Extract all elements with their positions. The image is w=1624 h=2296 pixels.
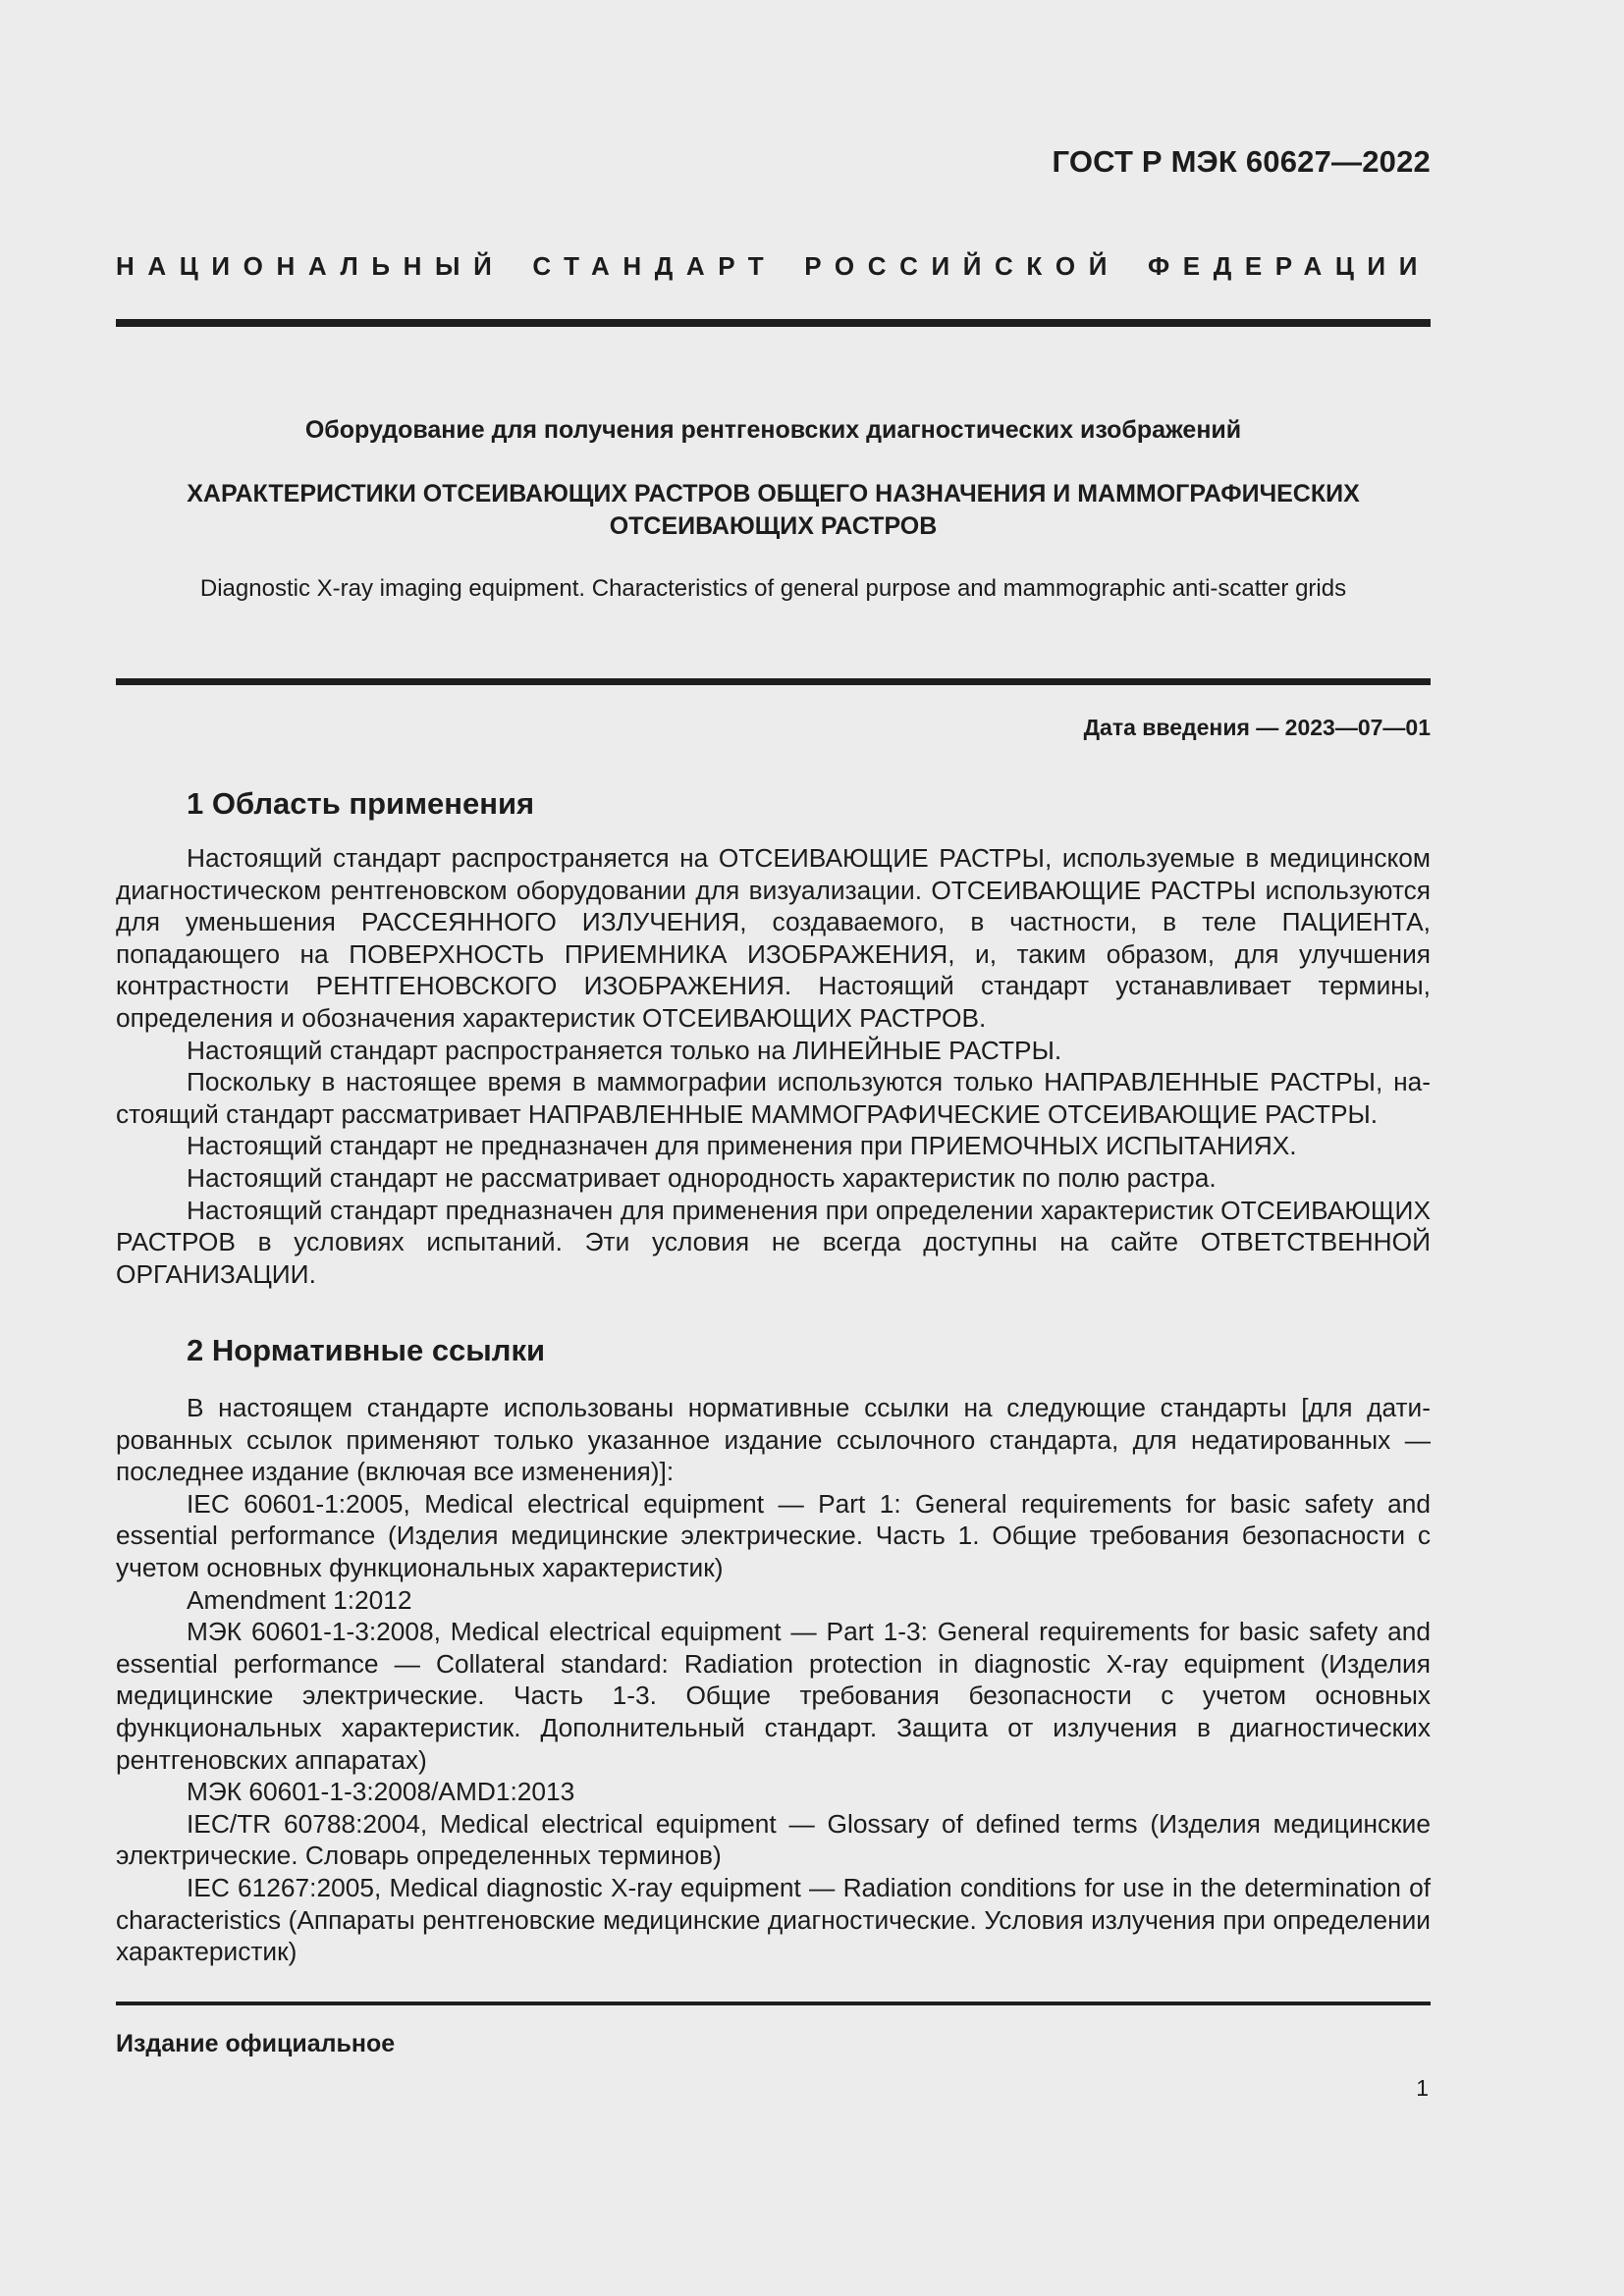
section-2-body <box>116 1392 1431 1968</box>
subtitle-line: ОТСЕИВАЮЩИХ РАСТРОВ <box>609 512 938 540</box>
banner-word: СТАНДАРТ <box>532 251 778 281</box>
reference-item: Amendment 1:2012 <box>187 1584 412 1615</box>
paragraph: Настоящий стандарт распространяется на ОТСЕИВАЮЩИЕ РАСТРЫ, используемые в медицинском диагностическом рентгеновском оборудовании для визуализации. ОТСЕИВАЮЩИЕ РАСТРЫ используются для уменьшения РАССЕЯННОГО ИЗЛУЧЕНИЯ, создаваемого, в частности, в теле ПАЦИЕНТА, попадающего на ПОВЕРХНОСТЬ ПРИЕМНИКА ИЗОБРАЖЕНИЯ, и, таким образом, для улучшения контрастности РЕНТГЕНОВСКОГО ИЗОБРАЖЕНИЯ. Настоящий стандарт устанавливает термины, определения и обозначения характеристик ОТСЕИВАЮЩИХ РАСТРОВ. <box>116 843 1431 1033</box>
title-divider <box>116 678 1431 685</box>
introduction-date: Дата введения — 2023—07—01 <box>1083 715 1431 740</box>
page-number: 1 <box>1416 2075 1429 2101</box>
english-title: Diagnostic X-ray imaging equipment. Characteristics of general purpose and mammographic anti-scatter grids <box>199 575 1347 602</box>
document-title: Оборудование для получения рентгеновских диагностических изображений <box>304 416 1242 444</box>
banner-word: ФЕДЕРАЦИИ <box>1148 251 1431 281</box>
paragraph: Настоящий стандарт не рассматривает однородность характеристик по полю растра. <box>187 1162 1217 1193</box>
top-divider <box>116 319 1431 327</box>
banner-word: РОССИЙСКОЙ <box>804 251 1120 281</box>
paragraph: Настоящий стандарт предназначен для применения при определении характеристик ОТСЕИВАЮЩИХ РАСТРОВ в условиях испытаний. Эти условия не всегда доступны на сайте ОТВЕТСТВЕННОЙ ОРГАНИЗАЦИИ. <box>116 1195 1431 1289</box>
reference-item: IEC 61267:2005, Medical diagnostic X-ray equipment — Radiation conditions for use in the determination of characteristics (Аппараты рентгеновские медицинские диагностические. Условия излучения при определении характеристик) <box>116 1872 1431 1967</box>
section-1-body <box>116 842 1431 1290</box>
reference-item: IEC/TR 60788:2004, Medical electrical equipment — Glossary of defined terms (Изделия медицинские электрические. Словарь определенных терминов) <box>116 1808 1431 1871</box>
reference-item: МЭК 60601-1-3:2008/AMD1:2013 <box>187 1777 575 1807</box>
paragraph: Поскольку в настоящее время в маммографии используются только НАПРАВЛЕННЫЕ РАСТРЫ, настоящий стандарт рассматривает НАПРАВЛЕННЫЕ МАММОГРАФИЧЕСКИЕ ОТСЕИВАЮЩИЕ РАСТРЫ. <box>116 1067 1431 1129</box>
official-edition-label: Издание официальное <box>116 2030 396 2057</box>
reference-item: IEC 60601-1:2005, Medical electrical equipment — Part 1: General requirements for basic safety and essential performance (Изделия медицинские электрические. Часть 1. Общие требования безопасности с учетом основных функциональных характеристик) <box>116 1488 1431 1582</box>
document-subtitle <box>116 478 1431 543</box>
paragraph: В настоящем стандарте использованы нормативные ссылки на следующие стандарты [для датированных ссылок применяют только указанное издание ссылочного стандарта, для недатированных — последнее издание (включая все изменения)]: <box>116 1393 1431 1487</box>
subtitle-line: ХАРАКТЕРИСТИКИ ОТСЕИВАЮЩИХ РАСТРОВ ОБЩЕГО НАЗНАЧЕНИЯ И МАММОГРАФИЧЕСКИХ <box>187 480 1360 507</box>
section-1-heading: 1 Область применения <box>187 786 535 821</box>
paragraph: Настоящий стандарт не предназначен для применения при ПРИЕМОЧНЫХ ИСПЫТАНИЯХ. <box>187 1131 1297 1161</box>
paragraph: Настоящий стандарт распространяется только на ЛИНЕЙНЫЕ РАСТРЫ. <box>187 1035 1062 1065</box>
footer-divider <box>116 2002 1431 2005</box>
standard-code: ГОСТ Р МЭК 60627—2022 <box>1052 144 1431 179</box>
banner-word: НАЦИОНАЛЬНЫЙ <box>116 251 506 281</box>
reference-item: МЭК 60601-1-3:2008, Medical electrical equipment — Part 1-3: General requirements for basic safety and essential performance — Collateral standard: Radiation protection in diagnostic X-ray equipment (Изделия медицинские электрические. Часть 1-3. Общие требования безопасности с учетом основных функциональных характеристик. Дополнительный стандарт. Защита от излучения в диагностических рентгеновских аппаратах) <box>116 1617 1431 1775</box>
section-2-heading: 2 Нормативные ссылки <box>187 1333 546 1367</box>
national-standard-banner <box>116 251 1431 282</box>
